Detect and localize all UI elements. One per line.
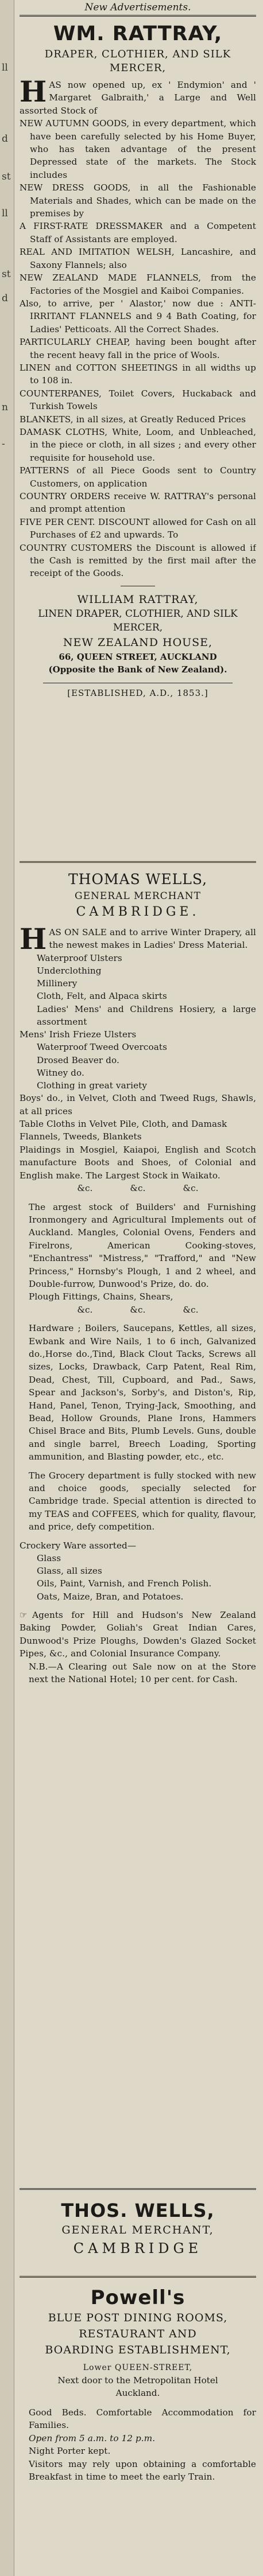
powell-next-door: Next door to the Metropolitan Hotel Auckland. xyxy=(57,2375,218,2398)
gutter-mark: - xyxy=(2,438,5,450)
pointing-hand-icon: ☞ xyxy=(20,1609,28,1620)
powell-hours: Open from 5 a.m. to 12 p.m. xyxy=(29,2433,156,2443)
wells-crockery-heading: Crockery Ware assorted— xyxy=(20,1540,137,1551)
wells-grocery: The Grocery department is fully stocked with new and choice goods, specially selected for Cambridge trade. Special attention is directed to my TEAS and COFFEES, which for quality, flavour, and price, defy competition. xyxy=(29,1470,256,1532)
list-item: Millinery xyxy=(37,978,78,989)
etc-line: &c. &c. &c. xyxy=(77,1183,199,1194)
rattray-address-note: (Opposite the Bank of New Zealand). xyxy=(48,664,227,675)
wells-ironmongery: The argest stock of Builders' and Furnishing Ironmongery and Agricultural Implements out of Auckland. Mangles, Colonial Ovens, Fenders and Firelrons, American Cooking-stoves, "Enchantress" "Mistress," "Trafford," and "New Princess," Hornsby's Plough, 1 and 2 wheel, and Double-furrow, Dunwood's Prize, do. do. xyxy=(29,1201,256,1289)
list-item: Oats, Maize, Bran, and Potatoes. xyxy=(37,1591,184,1602)
etc-line: &c. &c. &c. xyxy=(77,1304,199,1315)
rattray-item: COUNTRY ORDERS receive W. RATTRAY's personal and prompt attention xyxy=(20,491,256,515)
gutter-mark: d xyxy=(2,133,8,145)
thos-wells-title: THOS. WELLS, xyxy=(61,2200,215,2221)
list-item: Underclothing xyxy=(37,966,102,976)
rattray-signature-role: LINEN DRAPER, CLOTHIER, AND SILK MERCER, xyxy=(38,608,238,633)
left-gutter xyxy=(0,0,14,2576)
wells-mens-heading: Mens' Irish Frieze Ulsters xyxy=(20,1029,137,1040)
wells-boys: Boys' do., in Velvet, Cloth and Tweed Rugs, Shawls, at all prices xyxy=(20,1093,256,1116)
thos-wells-advertisement xyxy=(20,2190,256,2278)
powell-line2: RESTAURANT AND xyxy=(79,2328,197,2340)
list-item: Glass, all sizes xyxy=(37,1566,102,1577)
gutter-mark: st xyxy=(2,269,11,280)
rattray-opening: HAS now opened up, ex ' Endymion' and ' Margaret Galbraith,' a Large and Well assorted Stock of xyxy=(20,75,256,116)
list-item: Waterproof Tweed Overcoats xyxy=(37,1042,168,1053)
rattray-item: NEW AUTUMN GOODS, in every department, which have been carefully selected by his Home Buyer, who has taken advantage of the present Depressed state of the markets. The Stock includes xyxy=(20,118,256,180)
powell-visitors: Visitors may rely upon obtaining a comfortable Breakfast in time to meet the early Train. xyxy=(29,2458,256,2482)
rattray-item: A FIRST-RATE DRESSMAKER and a Competent Staff of Assistants are employed. xyxy=(20,221,256,244)
rattray-item: NEW ZEALAND MADE FLANNELS, from the Factories of the Mosgiel and Kaiboi Companies. xyxy=(20,273,256,296)
gutter-mark: n xyxy=(2,402,8,413)
powell-line3: BOARDING ESTABLISHMENT, xyxy=(45,2344,231,2356)
gutter-mark: d xyxy=(2,293,8,304)
rattray-item: COUNTRY CUSTOMERS the Discount is allowed if the Cash is remitted by the first mail after the receipt of the Goods. xyxy=(20,542,256,579)
rattray-item: NEW DRESS GOODS, in all the Fashionable Materials and Shades, which can be made on the premises by xyxy=(20,182,256,219)
powell-title: Powell's xyxy=(90,2286,185,2309)
rattray-item: FIVE PER CENT. DISCOUNT allowed for Cash on all Purchases of £2 and upwards. To xyxy=(20,516,256,540)
wells-advertisement xyxy=(20,863,256,2190)
rattray-item: COUNTERPANES, Toilet Covers, Huckaback and Turkish Towels xyxy=(20,388,256,412)
rattray-item: REAL AND IMITATION WELSH, Lancashire, and Saxony Flannels; also xyxy=(20,247,256,270)
rattray-item: PARTICULARLY CHEAP, having been bought after the recent heavy fall in the price of Wools. xyxy=(20,337,256,360)
list-item: Ladies' Mens' and Childrens Hosiery, a large assortment xyxy=(37,1003,256,1027)
list-item: Clothing in great variety xyxy=(37,1080,148,1091)
rattray-item: LINEN and COTTON SHEETINGS in all widths up to 108 in. xyxy=(20,362,256,386)
rattray-item: Also, to arrive, per ' Alastor,' now due : ANTI-IRRITANT FLANNELS and 9 4 Bath Coating, for Ladies' Petticoats. All the Correct Shades. xyxy=(20,298,256,334)
wells-table-cloths: Table Cloths in Velvet Pile, Cloth, and Damask xyxy=(20,1119,227,1130)
rattray-established: [ESTABLISHED, A.D., 1853.] xyxy=(67,687,208,698)
gutter-mark: ll xyxy=(2,62,8,73)
wells-agents: ☞ Agents for Hill and Hudson's New Zealand Baking Powder, Goliah's Great Indian Cares, Dunwood's Prize Ploughs, Dowden's Glazed Socket Pipes, &c., and Colonial Insurance Company. xyxy=(20,1609,256,1659)
list-item: Glass xyxy=(37,1553,61,1564)
powell-beds: Good Beds. Comfortable Accommodation for Families. xyxy=(29,2407,256,2431)
rattray-body xyxy=(20,75,256,580)
wells-title: THOMAS WELLS, xyxy=(68,871,208,888)
rattray-item: PATTERNS of all Piece Goods sent to Country Customers, on application xyxy=(20,465,256,489)
powell-street: Lower QUEEN-STREET, xyxy=(83,2363,193,2372)
rattray-item: BLANKETS, in all sizes, at Greatly Reduced Prices xyxy=(20,414,246,425)
wells-town: CAMBRIDGE. xyxy=(76,905,200,919)
rattray-advertisement xyxy=(20,17,256,863)
dropcap-h: H xyxy=(20,75,47,108)
list-item: Witney do. xyxy=(37,1067,84,1078)
powell-body xyxy=(20,2406,256,2483)
rattray-address: 66, QUEEN STREET, AUCKLAND xyxy=(59,651,217,662)
dropcap-h: H xyxy=(20,922,47,956)
gutter-mark: ll xyxy=(2,208,8,219)
rattray-house: NEW ZEALAND HOUSE, xyxy=(63,636,213,649)
advertisement-column xyxy=(20,0,256,2576)
rattray-signature-name: WILLIAM RATTRAY, xyxy=(77,593,199,606)
gutter-mark: st xyxy=(2,171,11,182)
wells-hardware: Hardware ; Boilers, Saucepans, Kettles, all sizes, Ewbank and Wire Nails, 1 to 6 inch, Galvanized do.,Horse do.,Tind, Black Clout Tacks, Screws all sizes, Locks, Drawback, Carp Patent, Real Rim, Dead, Chest, Till, Cupboard, and Pad., Saws, Spear and Jackson's, Sorby's, and Diston's, Rip, Hand, Panel, Tenon, Trying-Jack, Smoothing, and Bead, Hollow Grounds, Plane Irons, Hammers Chisel Brace and Bits, Plumb Levels. Guns, double and single barrel, Breech Loading, Sporting ammunition, and Blasting powder, etc., etc. xyxy=(29,1323,256,1462)
wells-body xyxy=(20,922,256,1686)
list-item: Oils, Paint, Varnish, and French Polish. xyxy=(37,1578,212,1589)
list-item: Waterproof Ulsters xyxy=(37,952,122,963)
wells-plaidings: Plaidings in Mosgiel, Kaiapoi, English and Scotch manufacture Boots and Shoes, of Colonial and English make. The Largest Stock in Waikato. xyxy=(20,1144,256,1181)
powell-line1: BLUE POST DINING ROOMS, xyxy=(48,2312,228,2324)
wells-flannels: Flannels, Tweeds, Blankets xyxy=(20,1131,142,1142)
wells-nb: N.B.—A Clearing out Sale now on at the Store next the National Hotel; 10 per cent. for Cash. xyxy=(29,1661,256,1684)
powell-advertisement xyxy=(20,2278,256,2576)
powell-porter: Night Porter kept. xyxy=(29,2446,111,2457)
wells-ploughs: Plough Fittings, Chains, Shears, xyxy=(29,1291,173,1302)
rattray-item: DAMASK CLOTHS, White, Loom, and Unbleached, in the piece or cloth, in all sizes ; and every other requisite for household use. xyxy=(20,426,256,463)
thos-wells-subtitle: GENERAL MERCHANT, xyxy=(61,2224,214,2236)
section-masthead: New Advertisements. xyxy=(20,0,256,17)
list-item: Cloth, Felt, and Alpaca skirts xyxy=(37,991,167,1002)
rattray-title: WM. RATTRAY, xyxy=(53,22,223,45)
list-item: Drosed Beaver do. xyxy=(37,1054,119,1065)
wells-opening: HAS ON SALE and to arrive Winter Drapery, all the newest makes in Ladies' Dress Material. xyxy=(20,922,256,956)
wells-subtitle: GENERAL MERCHANT xyxy=(75,890,201,902)
thos-wells-town: CAMBRIDGE xyxy=(73,2240,203,2256)
rattray-subtitle: DRAPER, CLOTHIER, AND SILK MERCER, xyxy=(44,48,231,74)
